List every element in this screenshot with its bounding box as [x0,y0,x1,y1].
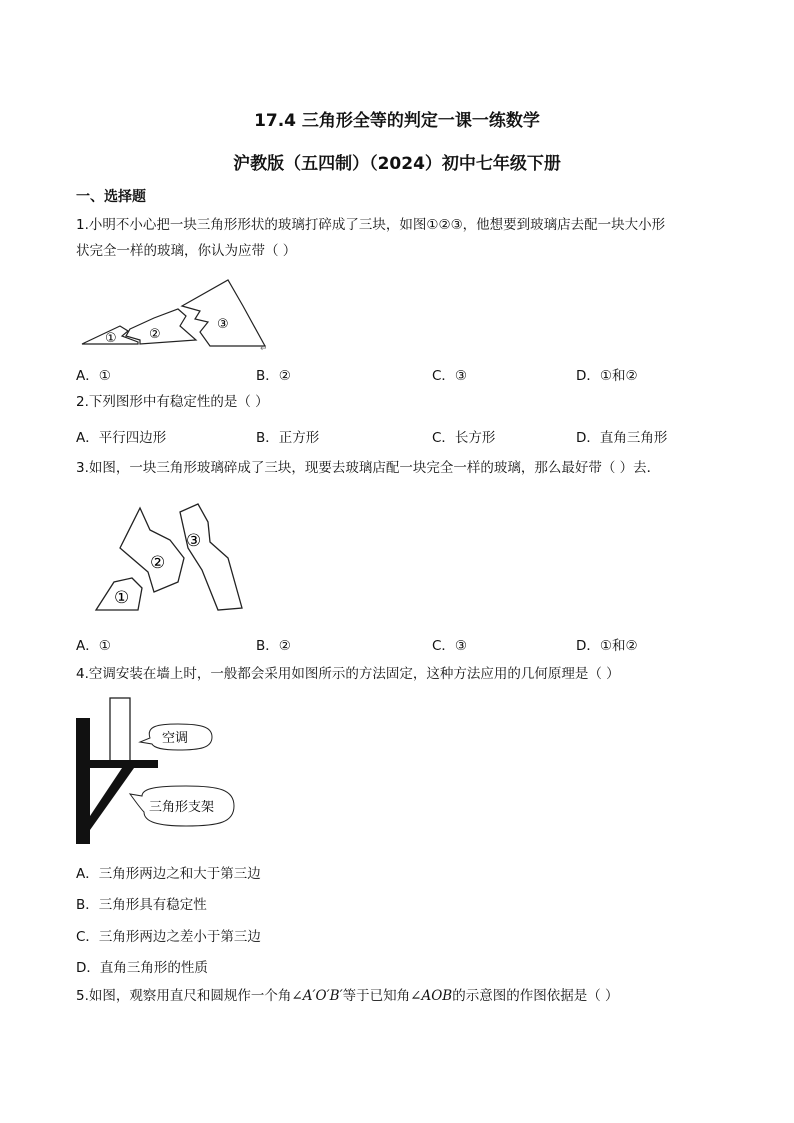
q1-piece-3 [182,280,265,346]
question-2: 2.下列图形中有稳定性的是（ ） [76,394,269,410]
q1-option-a[interactable]: A．① [76,368,111,384]
q3-piece-3 [180,504,242,610]
q3-option-b[interactable]: B．② [256,638,291,654]
q3-label-1: ① [114,588,130,608]
q1-option-d[interactable]: D．①和② [576,368,638,384]
q3-option-a[interactable]: A．① [76,638,111,654]
wall [76,718,90,844]
bracket-diagonal [90,768,134,830]
question-1-figure [78,276,273,354]
question-5 [76,983,726,1009]
q5-angle-constructed: ∠A′O′B′ [291,988,343,1004]
bracket-top-beam [90,760,158,768]
q1-label-1: ① [105,331,117,346]
question-1 [76,212,726,264]
question-1-line2: 状完全一样的玻璃，你认为应带（ ） [76,243,297,259]
question-4: 4.空调安装在墙上时，一般都会采用如图所示的方法固定，这种方法应用的几何原理是（ ） [76,666,620,682]
page-subtitle: 沪教版（五四制）（2024）初中七年级下册 [233,154,561,174]
q1-piece-2 [126,309,196,344]
question-3-figure [92,500,252,616]
q2-option-a[interactable]: A．平行四边形 [76,430,167,446]
return-mark-icon: ↵ [260,344,268,354]
page-title: 17.4 三角形全等的判定一课一练数学 [254,111,540,131]
q1-label-3: ③ [217,317,229,332]
section-heading: 一、选择题 [76,189,146,205]
q4-option-c[interactable]: C．三角形两边之差小于第三边 [76,929,261,945]
question-4-figure [74,696,244,848]
callout-ac-label: 空调 [162,731,189,746]
q1-option-c[interactable]: C．③ [432,368,468,384]
q5-angle-given: ∠AOB [410,988,453,1004]
q1-label-2: ② [149,327,161,342]
q3-label-2: ② [150,553,166,573]
q2-option-c[interactable]: C．长方形 [432,430,496,446]
q4-option-b[interactable]: B．三角形具有稳定性 [76,897,207,913]
q5-suffix: 的示意图的作图依据是（ ） [452,988,619,1004]
q5-prefix: 5.如图，观察用直尺和圆规作一个角 [76,988,292,1004]
q2-option-d[interactable]: D．直角三角形 [576,430,668,446]
air-conditioner [110,698,130,764]
q5-middle: 等于已知角 [342,988,411,1004]
q1-option-b[interactable]: B．② [256,368,291,384]
q4-option-a[interactable]: A．三角形两边之和大于第三边 [76,866,261,882]
q3-option-d[interactable]: D．①和② [576,638,638,654]
question-3: 3.如图，一块三角形玻璃碎成了三块，现要去玻璃店配一块完全一样的玻璃，那么最好带（ ）去． [76,460,661,476]
q4-option-d[interactable]: D．直角三角形的性质 [76,960,208,976]
q2-option-b[interactable]: B．正方形 [256,430,320,446]
callout-bracket-label: 三角形支架 [149,800,215,815]
q3-label-3: ③ [186,531,202,551]
question-1-line1: 1.小明不小心把一块三角形形状的玻璃打碎成了三块，如图①②③，他想要到玻璃店去配一块大小形 [76,217,666,233]
q3-option-c[interactable]: C．③ [432,638,468,654]
